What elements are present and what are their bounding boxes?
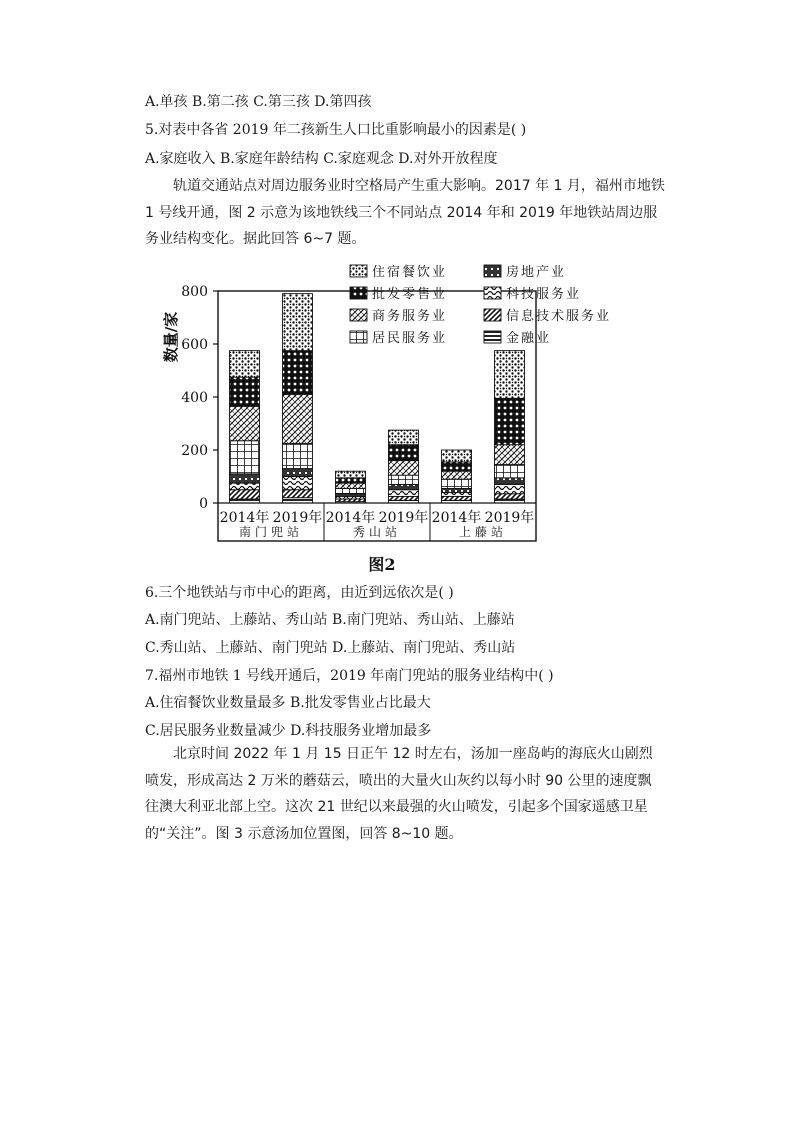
legend-swatch <box>350 309 367 321</box>
x-tick-label: 2019年 <box>378 510 429 526</box>
q6-options-cd: C.秀山站、上藤站、南门兜站 D.上藤站、南门兜站、秀山站 <box>145 640 516 656</box>
x-tick-label: 2014年 <box>325 510 376 526</box>
bar-segment <box>389 475 419 484</box>
legend-swatch <box>484 309 501 321</box>
q6-options-ab: A.南门兜站、上藤站、秀山站 B.南门兜站、秀山站、上藤站 <box>145 612 515 628</box>
bar-segment <box>495 494 525 499</box>
q5-stem: 5.对表中各省 2019 年二孩新生人口比重影响最小的因素是( ) <box>145 122 527 138</box>
q7-options-ab: A.住宿餐饮业数量最多 B.批发零售业占比最大 <box>145 695 431 711</box>
bar-segment <box>495 445 525 465</box>
q6-stem: 6.三个地铁站与市中心的距离，由近到远依次是( ) <box>145 585 454 601</box>
bar-segment <box>442 488 472 492</box>
bar-segment <box>283 477 313 490</box>
y-tick-label: 0 <box>199 496 208 512</box>
y-tick-label: 400 <box>181 390 208 406</box>
x-tick-label: 2019年 <box>484 510 535 526</box>
figure-caption: 图2 <box>368 555 396 574</box>
bar-segment <box>336 478 366 483</box>
bar-segment <box>389 445 419 461</box>
y-tick-label: 200 <box>181 443 208 459</box>
legend-swatch <box>484 331 501 343</box>
bar-segment <box>389 484 419 489</box>
bar-segment <box>495 484 525 493</box>
group-label: 南门兜站 <box>238 525 304 539</box>
legend-swatch <box>484 265 501 277</box>
bar-segment <box>442 496 472 500</box>
legend-label: 居民服务业 <box>372 331 448 346</box>
bar-segment <box>389 461 419 476</box>
bar-segment <box>283 443 313 468</box>
bar-segment <box>442 462 472 471</box>
bar-segment <box>230 377 260 406</box>
legend-swatch <box>484 287 501 299</box>
bar-segment <box>442 450 472 462</box>
y-axis-label: 数量/家 <box>162 311 180 363</box>
group-label: 秀山站 <box>352 525 402 539</box>
legend-swatch <box>350 265 367 277</box>
q7-stem: 7.福州市地铁 1 号线开通后，2019 年南门兜站的服务业结构中( ) <box>145 668 554 684</box>
bar-segment <box>283 294 313 351</box>
bar-segment <box>442 492 472 496</box>
legend-label: 批发零售业 <box>372 287 448 302</box>
q4-options: A.单孩 B.第二孩 C.第三孩 D.第四孩 <box>145 94 372 110</box>
bar-segment <box>283 351 313 395</box>
bar-segment <box>495 465 525 478</box>
legend-label: 科技服务业 <box>506 287 582 302</box>
bar-segment <box>230 483 260 490</box>
legend-label: 房地产业 <box>506 265 567 280</box>
y-tick-label: 800 <box>181 284 208 300</box>
bar-segment <box>283 469 313 477</box>
x-tick-label: 2014年 <box>431 510 482 526</box>
bar-segment <box>442 471 472 479</box>
bar-segment <box>230 351 260 378</box>
bar-segment <box>230 490 260 499</box>
passage-metro: 轨道交通站点对周边服务业时空格局产生重大影响。2017 年 1 月，福州市地铁 1 号线开通，图 2 示意为该地铁线三个不同站点 2014 年和 2019 年地铁站周边服务业结构变化。据此回答 6~7 题。 <box>145 178 665 247</box>
bar-segment <box>495 398 525 444</box>
bar-segment <box>283 490 313 498</box>
legend-label: 商务服务业 <box>372 309 448 324</box>
passage-tonga: 北京时间 2022 年 1 月 15 日正午 12 时左右，汤加一座岛屿的海底火山剧烈喷发，形成高达 2 万米的蘑菇云，喷出的大量火山灰约以每小时 90 公里的速度飘往澳大利亚北部上空。这次 21 世纪以来最强的火山喷发，引起多个国家遥感卫星的“关注”。图 3 示意汤加位置图，回答 8~10 题。 <box>145 746 653 842</box>
bar-segment <box>283 498 313 503</box>
bar-segment <box>495 478 525 485</box>
legend-swatch <box>350 287 367 299</box>
bar-segment <box>336 471 366 478</box>
stacked-bar-chart <box>160 255 650 575</box>
legend-label: 金融业 <box>506 331 552 346</box>
bar-segment <box>336 483 366 488</box>
legend-swatch <box>350 331 367 343</box>
legend-label: 住宿餐饮业 <box>372 265 448 280</box>
x-tick-label: 2014年 <box>219 510 270 526</box>
bar-segment <box>389 490 419 497</box>
x-tick-label: 2019年 <box>272 510 323 526</box>
bar-segment <box>389 430 419 445</box>
legend-label: 信息技术服务业 <box>506 309 612 324</box>
y-tick-label: 600 <box>181 337 208 353</box>
group-label: 上藤站 <box>458 525 508 539</box>
bar-segment <box>230 441 260 474</box>
q7-options-cd: C.居民服务业数量减少 D.科技服务业增加最多 <box>145 723 432 739</box>
bar-segment <box>389 496 419 500</box>
q5-options: A.家庭收入 B.家庭年龄结构 C.家庭观念 D.对外开放程度 <box>145 151 498 167</box>
bar-segment <box>230 406 260 440</box>
bar-segment <box>283 394 313 443</box>
bar-segment <box>336 488 366 493</box>
bar-segment <box>495 351 525 399</box>
bar-segment <box>442 479 472 488</box>
bar-segment <box>230 474 260 483</box>
